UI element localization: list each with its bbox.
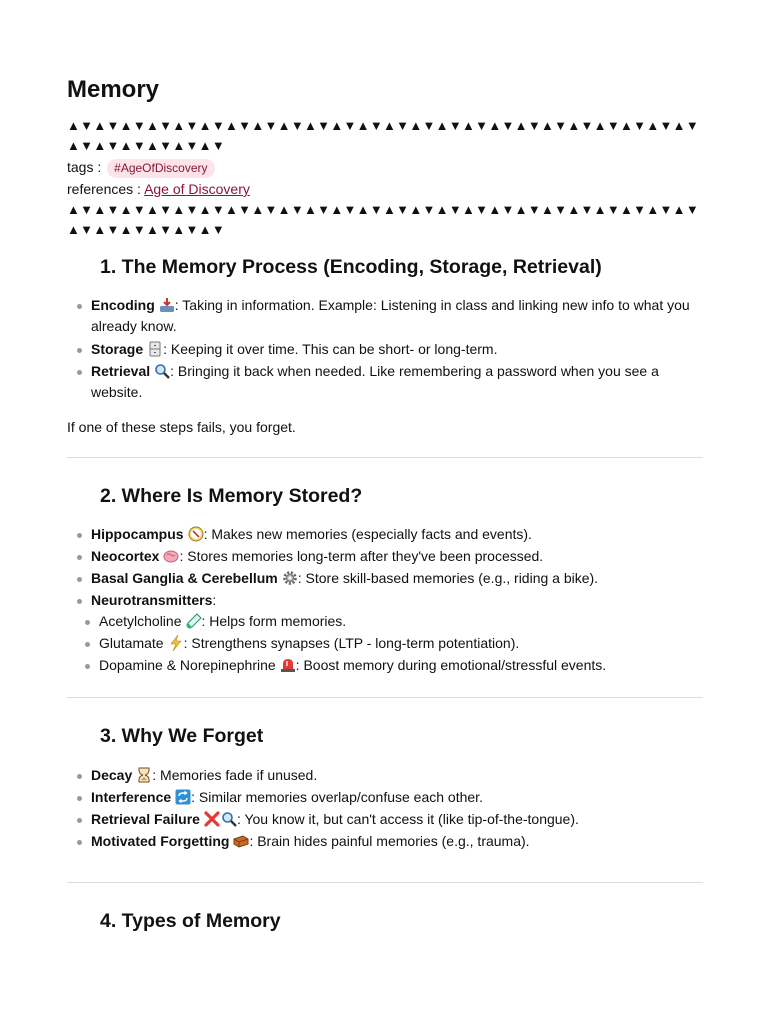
item-text: : You know it, but can't access it (like tip-of-the-tongue). (236, 811, 579, 827)
item-text: : Makes new memories (especially facts and events). (203, 526, 532, 542)
list-item (91, 568, 703, 590)
hourglass-icon (136, 767, 152, 783)
term-decay: Decay (91, 767, 133, 783)
term-neocortex: Neocortex (91, 548, 160, 564)
item-text: : Memories fade if unused. (152, 767, 318, 783)
term-basal-ganglia: Basal Ganglia & Cerebellum (91, 570, 278, 586)
brain-icon (163, 548, 179, 564)
item-text: : (212, 592, 217, 608)
term-retrieval: Retrieval (91, 363, 151, 379)
item-text: : Helps form memories. (201, 613, 347, 629)
triangle-divider-bottom: ▲▼▲▼▲▼▲▼▲▼▲▼▲▼▲▼▲▼▲▼▲▼▲▼▲▼▲▼▲▼▲▼▲▼▲▼▲▼▲▼▲▼▲▼▲▼▲▼▲▼▲▼▲▼▲▼▲▼▲▼ (67, 202, 700, 237)
term-acetylcholine: Acetylcholine (99, 613, 182, 629)
references-label: references : (67, 181, 141, 197)
term-glutamate: Glutamate (99, 635, 164, 651)
section-1-list (67, 295, 703, 403)
section-heading-3: 3. Why We Forget (100, 725, 264, 747)
list-item (99, 655, 703, 676)
list-item (91, 339, 703, 361)
cross-icon (204, 811, 220, 827)
item-text: : Similar memories overlap/confuse each other. (191, 789, 483, 805)
section-divider (67, 882, 703, 883)
section-1-note: If one of these steps fails, you forget. (67, 419, 296, 435)
section-heading-4: 4. Types of Memory (100, 910, 281, 932)
repeat-icon (175, 789, 191, 805)
item-text: : Brain hides painful memories (e.g., trauma). (249, 833, 530, 849)
file-cabinet-icon (147, 341, 163, 357)
term-neurotransmitters: Neurotransmitters (91, 592, 213, 608)
term-dopamine: Dopamine & Norepinephrine (99, 657, 276, 673)
gear-icon (282, 570, 298, 586)
section-heading-1: 1. The Memory Process (Encoding, Storage, Retrieval) (100, 256, 602, 278)
list-item (91, 546, 703, 568)
term-motivated-forgetting: Motivated Forgetting (91, 833, 230, 849)
section-3-list (67, 765, 703, 852)
item-text: : Store skill-based memories (e.g., riding a bike). (297, 570, 599, 586)
page-title: Memory (67, 76, 160, 103)
list-item (91, 295, 703, 339)
list-item (91, 809, 703, 831)
list-item (91, 361, 703, 403)
compass-icon (188, 526, 204, 542)
document-page (67, 74, 703, 934)
item-text: : Bringing it back when needed. Like remembering a password when you see a website. (91, 363, 659, 400)
test-tube-icon (186, 613, 202, 629)
list-item (99, 633, 703, 655)
term-interference: Interference (91, 789, 172, 805)
list-item (99, 611, 703, 633)
term-retrieval-failure: Retrieval Failure (91, 811, 200, 827)
term-encoding: Encoding (91, 297, 155, 313)
tags-row (67, 156, 703, 178)
item-text: : Keeping it over time. This can be short- or long-term. (163, 341, 498, 357)
section-2-list (67, 524, 703, 676)
inbox-tray-icon (159, 297, 175, 313)
item-text: : Stores memories long-term after they've been processed. (179, 548, 544, 564)
list-item (91, 787, 703, 809)
reference-link[interactable]: Age of Discovery (144, 181, 250, 197)
neurotransmitter-sublist (67, 611, 703, 676)
tags-label: tags : (67, 159, 102, 175)
term-storage: Storage (91, 341, 144, 357)
triangle-divider-top: ▲▼▲▼▲▼▲▼▲▼▲▼▲▼▲▼▲▼▲▼▲▼▲▼▲▼▲▼▲▼▲▼▲▼▲▼▲▼▲▼▲▼▲▼▲▼▲▼▲▼▲▼▲▼▲▼▲▼▲▼ (67, 118, 700, 153)
magnifier-icon (221, 811, 237, 827)
lightning-icon (168, 635, 184, 651)
list-item (91, 524, 703, 546)
list-item (91, 831, 703, 852)
list-item (91, 765, 703, 787)
references-row (67, 178, 703, 200)
list-item (91, 590, 703, 676)
section-divider (67, 457, 703, 458)
section-divider (67, 697, 703, 698)
brick-icon (233, 833, 249, 849)
section-heading-2: 2. Where Is Memory Stored? (100, 485, 363, 507)
item-text: : Taking in information. Example: Listening in class and linking new info to what you already know. (91, 297, 690, 334)
term-hippocampus: Hippocampus (91, 526, 184, 542)
tag-badge[interactable]: #AgeOfDiscovery (107, 159, 214, 178)
siren-icon (280, 657, 296, 673)
magnifier-icon (154, 363, 170, 379)
item-text: : Boost memory during emotional/stressful events. (295, 657, 607, 673)
item-text: : Strengthens synapses (LTP - long-term potentiation). (183, 635, 520, 651)
